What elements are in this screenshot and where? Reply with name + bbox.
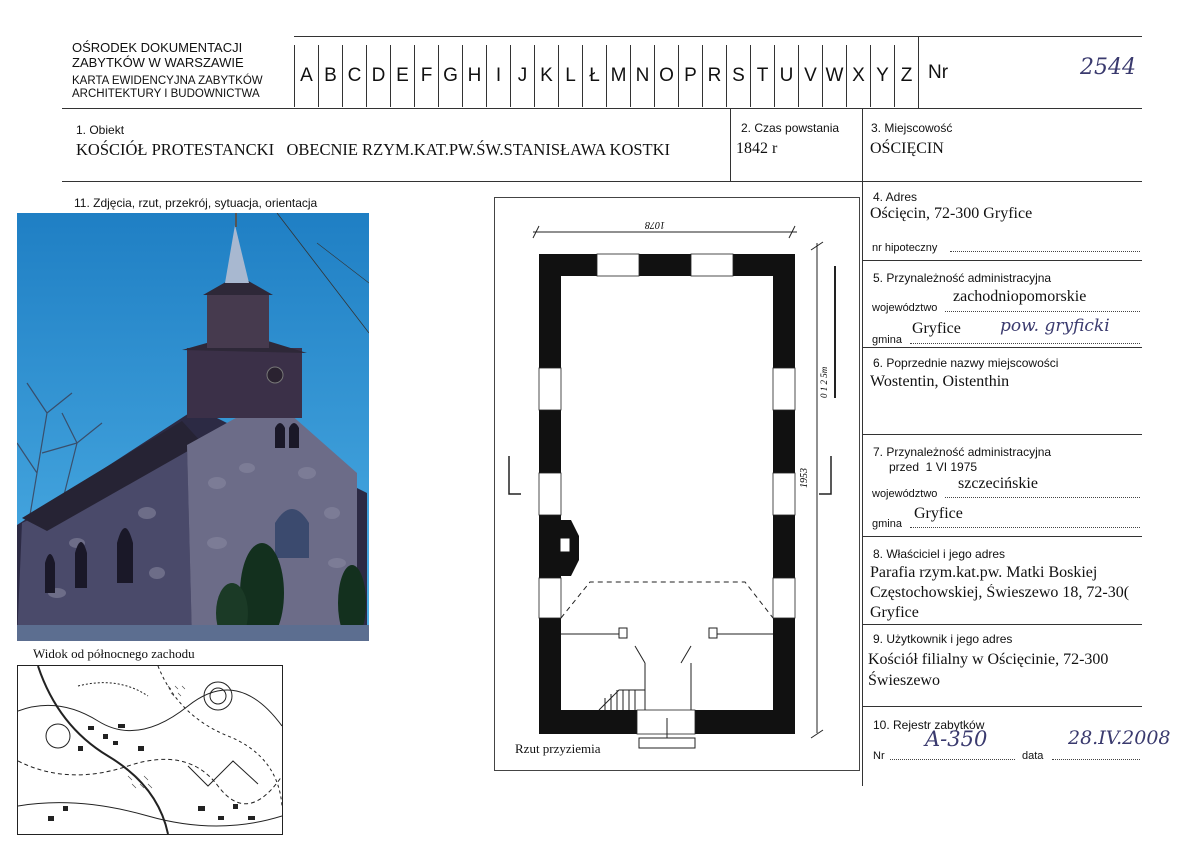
gmina-przed-field[interactable]	[910, 527, 1140, 528]
rejestr-nr-field[interactable]	[890, 759, 1015, 760]
index-letter: S	[727, 45, 751, 107]
wojewodztwo-przed-field[interactable]	[945, 497, 1140, 498]
przynaleznosc-przed-bottom-line	[862, 536, 1142, 537]
card-number-value: 2544	[1080, 55, 1136, 80]
wlasciciel-bottom-line	[862, 624, 1142, 625]
wlasciciel-line1: Parafia rzym.kat.pw. Matki Boskiej	[870, 564, 1098, 581]
index-letter: P	[679, 45, 703, 107]
photo-caption: Widok od północnego zachodu	[33, 646, 195, 661]
row1-bottom-line	[62, 181, 1142, 182]
plan-width-dim: 1078	[645, 219, 665, 230]
index-letter: T	[751, 45, 775, 107]
przynaleznosc-bottom-line	[862, 347, 1142, 348]
index-letter: O	[655, 45, 679, 107]
wlasciciel-line3: Gryfice	[870, 604, 919, 621]
index-letter: L	[559, 45, 583, 107]
index-letter: J	[511, 45, 535, 107]
index-letter: U	[775, 45, 799, 107]
card-title-line2: ARCHITEKTURY I BUDOWNICTWA	[72, 88, 260, 100]
card-number-label: Nr	[928, 62, 949, 83]
wojewodztwo-przed-label: województwo	[872, 488, 938, 500]
index-letter: N	[631, 45, 655, 107]
index-letter: M	[607, 45, 631, 107]
miejscowosc-value: OŚCIĘCIN	[870, 140, 944, 157]
index-letter: E	[391, 45, 415, 107]
gmina-label: gmina	[872, 334, 902, 346]
index-letter: Z	[895, 45, 919, 107]
czas-label: 2. Czas powstania	[741, 121, 840, 135]
org-name-line2: ZABYTKÓW W WARSZAWIE	[72, 55, 244, 70]
gmina-field[interactable]	[910, 343, 1140, 344]
poprzednie-label: 6. Poprzednie nazwy miejscowości	[873, 356, 1059, 370]
rejestr-data-label: data	[1022, 750, 1044, 762]
index-letter: B	[319, 45, 343, 107]
adres-bottom-line	[862, 260, 1142, 261]
wojewodztwo-przed-value: szczecińskie	[958, 475, 1038, 492]
poprzednie-value: Wostentin, Oistenthin	[870, 373, 1010, 390]
przynaleznosc-przed-sub: przed 1 VI 1975	[889, 460, 978, 474]
row1-divider-b	[862, 108, 863, 181]
index-letter: X	[847, 45, 871, 107]
adres-value: Ościęcin, 72-300 Gryfice	[870, 205, 1033, 222]
index-letter: A	[295, 45, 319, 107]
wojewodztwo-value: zachodniopomorskie	[953, 288, 1087, 305]
header-nr-divider	[918, 36, 919, 108]
rejestr-data-field[interactable]	[1052, 759, 1140, 760]
plan-length-dim: 1953	[799, 468, 810, 488]
index-letter: Y	[871, 45, 895, 107]
wojewodztwo-label: województwo	[872, 302, 938, 314]
index-letter: W	[823, 45, 847, 107]
uzytkownik-label: 9. Użytkownik i jego adres	[873, 632, 1013, 646]
hipoteczny-label: nr hipoteczny	[872, 242, 938, 254]
hipoteczny-field[interactable]	[950, 251, 1140, 252]
przynaleznosc-przed-label: 7. Przynależność administracyjna	[873, 445, 1052, 459]
plan-caption: Rzut przyziemia	[515, 741, 601, 756]
org-name-line1: OŚRODEK DOKUMENTACJI	[72, 40, 243, 55]
index-letter: R	[703, 45, 727, 107]
index-letter: F	[415, 45, 439, 107]
index-letter: C	[343, 45, 367, 107]
location-map	[17, 665, 283, 835]
index-letter: H	[463, 45, 487, 107]
uzytkownik-line1: Kościół filialny w Ościęcinie, 72-300	[868, 651, 1109, 668]
czas-value: 1842 r	[736, 140, 778, 157]
uzytkownik-bottom-line	[862, 706, 1142, 707]
gmina-przed-value: Gryfice	[914, 505, 963, 522]
gmina-przed-label: gmina	[872, 518, 902, 530]
header-top-line	[294, 36, 1142, 37]
uzytkownik-line2: Świeszewo	[868, 672, 940, 689]
row1-divider-a	[730, 108, 731, 181]
index-letter: K	[535, 45, 559, 107]
plan-scale: 0 1 2 5m	[819, 366, 829, 398]
wojewodztwo-field[interactable]	[945, 311, 1140, 312]
church-photo	[17, 213, 369, 641]
rejestr-label: 10. Rejestr zabytków	[873, 718, 985, 732]
gmina-value: Gryfice	[912, 320, 961, 337]
miejscowosc-label: 3. Miejscowość	[871, 121, 953, 135]
przynaleznosc-label: 5. Przynależność administracyjna	[873, 271, 1052, 285]
gmina-handwritten: pow. gryficki	[1000, 316, 1110, 336]
floor-plan	[494, 197, 860, 771]
wlasciciel-line2: Częstochowskiej, Świeszewo 18, 72-30(	[870, 584, 1130, 601]
index-letter: G	[439, 45, 463, 107]
rejestr-nr-label: Nr	[873, 750, 885, 762]
rejestr-data-value: 28.IV.2008	[1068, 727, 1171, 749]
wlasciciel-label: 8. Właściciel i jego adres	[873, 547, 1006, 561]
index-letter: V	[799, 45, 823, 107]
card-title-line1: KARTA EWIDENCYJNA ZABYTKÓW	[72, 75, 263, 87]
right-column-divider	[862, 181, 863, 786]
header-bottom-line	[62, 108, 1142, 109]
rejestr-nr-value: A-350	[925, 727, 988, 751]
adres-label: 4. Adres	[873, 190, 918, 204]
index-letters	[294, 45, 919, 107]
poprzednie-bottom-line	[862, 434, 1142, 435]
index-letter: D	[367, 45, 391, 107]
obiekt-label: 1. Obiekt	[76, 123, 125, 137]
index-letter: I	[487, 45, 511, 107]
org-block	[72, 40, 287, 101]
obiekt-value: KOŚCIÓŁ PROTESTANCKI OBECNIE RZYM.KAT.PW.ŚW.STANISŁAWA KOSTKI	[76, 140, 671, 159]
zdjecia-label: 11. Zdjęcia, rzut, przekrój, sytuacja, orientacja	[74, 196, 318, 210]
index-letter: Ł	[583, 45, 607, 107]
